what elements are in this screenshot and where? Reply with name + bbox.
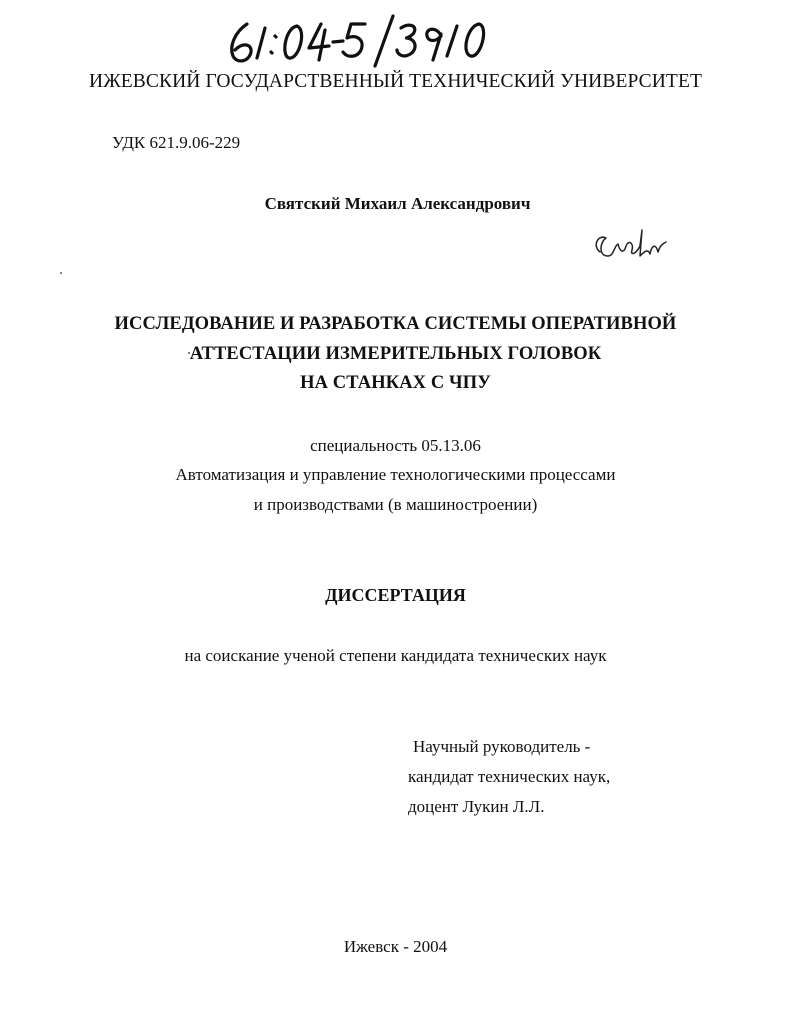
scan-speck — [188, 352, 190, 354]
supervisor-degree: кандидат технических наук, — [408, 767, 611, 786]
supervisor-role: Научный руководитель - — [413, 737, 591, 756]
document-type: ДИССЕРТАЦИЯ — [325, 585, 466, 605]
author-signature — [590, 222, 670, 270]
scan-speck — [60, 272, 62, 274]
city-year: Ижевск - 2004 — [343, 937, 448, 956]
dissertation-title-line-2: АТТЕСТАЦИИ ИЗМЕРИТЕЛЬНЫХ ГОЛОВОК — [189, 344, 602, 364]
specialty-code: специальность 05.13.06 — [310, 436, 481, 455]
author-name: Святский Михаил Александрович — [264, 194, 531, 213]
dissertation-title-line-3: НА СТАНКАХ С ЧПУ — [300, 373, 491, 393]
specialty-name-line-1: Автоматизация и управление технологическими процессами — [175, 465, 616, 484]
supervisor-name: доцент Лукин Л.Л. — [408, 797, 545, 816]
archive-stamp-handwritten — [225, 14, 505, 68]
specialty-name-line-2: и производствами (в машиностроении) — [253, 495, 538, 514]
udc-code: УДК 621.9.06-229 — [112, 133, 241, 152]
dissertation-title-line-1: ИССЛЕДОВАНИЕ И РАЗРАБОТКА СИСТЕМЫ ОПЕРАТИВНОЙ — [114, 314, 677, 334]
university-name: ИЖЕВСКИЙ ГОСУДАРСТВЕННЫЙ ТЕХНИЧЕСКИЙ УНИВЕРСИТЕТ — [89, 71, 702, 92]
degree-statement: на соискание ученой степени кандидата технических наук — [184, 646, 607, 665]
